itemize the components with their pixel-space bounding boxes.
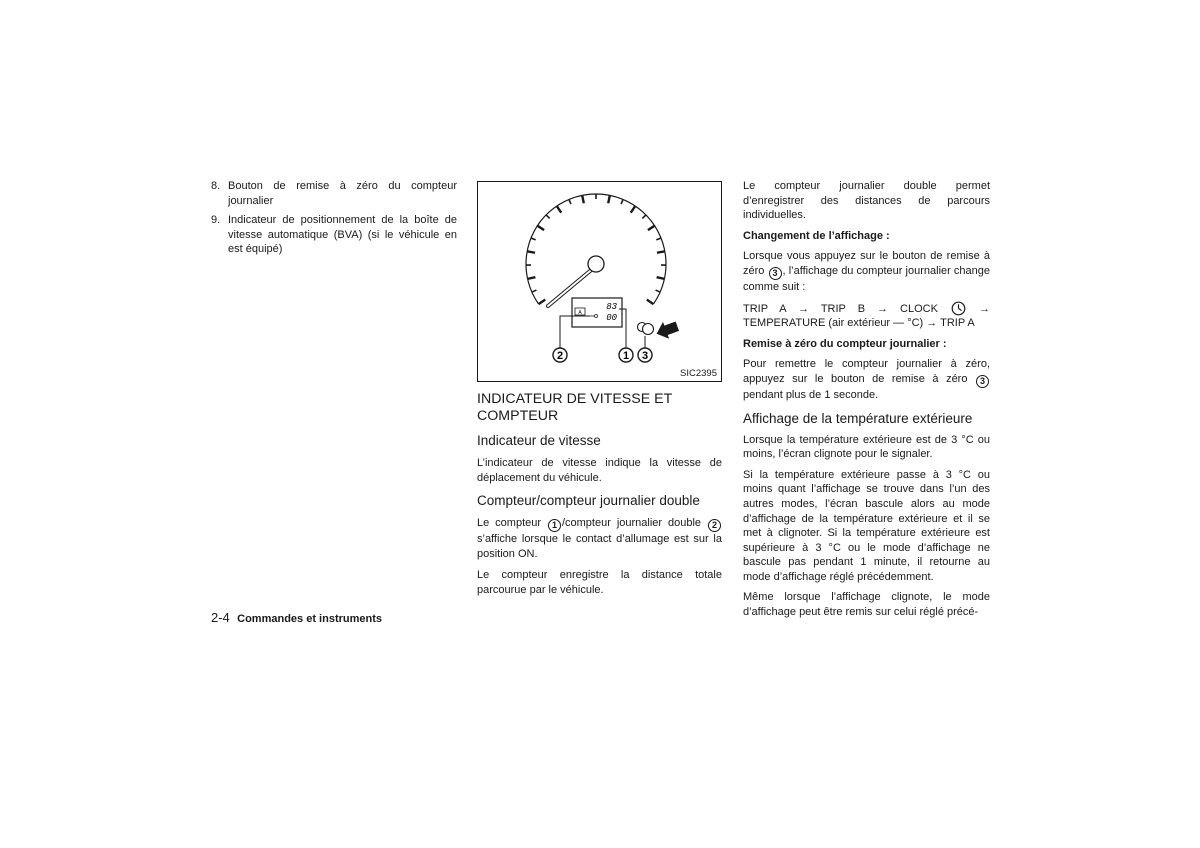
dial-tick [657,277,665,279]
svg-text:3: 3 [641,350,649,362]
odometer-text-2: Le compteur enregistre la distance totale parcourue par le véhicule. [477,569,722,596]
svg-text:1: 1 [622,350,630,362]
page-number: 2-4 [211,610,230,625]
odometer-heading: Compteur/compteur journalier double [477,493,700,509]
right-column [743,179,990,620]
callout-3-inline: 3 [976,375,989,388]
list-item-text: Indicateur de positionnement de la boîte de vitesse automatique (BVA) (si le véhicule en est équipé) [228,214,457,256]
mode-sequence: TRIP A → TRIP B → CLOCK → TEMPERATURE (air extérieur — °C) → TRIP A [743,302,990,330]
dial-tick [539,300,546,305]
dial-tick [642,215,646,219]
lcd-top-value: 83 [606,302,617,312]
dial-tick [657,251,665,252]
arrow-icon [654,318,681,342]
dial-tick [569,199,571,204]
needle-hub [588,256,604,272]
page-footer [211,610,382,627]
callout-1-inline: 1 [548,519,561,532]
middle-column [477,391,722,598]
temperature-text-1: Lorsque la température extérieure est de 3 °C ou moins, l’écran clignote pour le signaler. [743,433,990,461]
dial-tick [531,238,536,240]
change-heading: Changement de l’affichage : [743,229,890,242]
list-item-number: 8. [211,180,221,192]
temperature-text-3: Même lorsque l’affichage clignote, le mode d’affichage peut être remis sur celui réglé précé- [743,591,990,619]
temperature-text-2: Si la température extérieure passe à 3 °C ou moins quant l’affichage se trouve dans l’un des autres modes, l’écran bascule alors au mode d’affichage de la température extérieure et il se met à clignoter. Si la température extérieure est supérieure à 3 °C ou le mode d’affichage ne bascule pas pendant 1 minute, il retourne au mode d’affichage réglé précédemment. [743,468,990,583]
dial-tick [557,206,561,213]
speedometer-text: L’indicateur de vitesse indique la vitesse de déplacement du véhicule. [477,457,722,484]
speedometer-figure [477,181,722,382]
speedometer-dial [526,194,666,304]
odometer-text: Le compteur 1 /compteur journalier double 2 s’affiche lorsque le contact d’allumage est sur la position ON. [477,517,722,560]
dial-tick [647,300,654,305]
svg-text:A: A [578,310,582,316]
clock-icon [951,301,966,316]
section-title: INDICATEUR DE VITESSE ET COMPTEUR [477,391,672,424]
dial-tick [528,277,536,279]
dial-tick [546,215,550,219]
list-item-number: 9. [211,214,221,227]
dial-tick [648,226,655,230]
list-item-text: Bouton de remise à zéro du compteur journalier [228,180,457,207]
callout-3-inline: 3 [769,267,782,280]
lcd-bottom-value: 00 [606,313,617,323]
chapter-title: Commandes et instruments [237,613,383,625]
dial-tick [532,290,537,292]
dial-tick [656,290,661,292]
reset-text: Pour remettre le compteur journalier à zéro, appuyez sur le bouton de remise à zéro 3 pendant plus de 1 seconde. [743,358,990,401]
intro-text: Le compteur journalier double permet d’enregistrer des distances de parcours individuelles. [743,180,990,222]
dial-tick [537,226,544,230]
list-item [211,179,457,208]
dial-tick [608,195,610,203]
dial-tick [621,199,623,204]
dial-tick [527,251,535,252]
dial-tick [631,206,635,213]
dial-tick [656,238,661,240]
dial-tick [582,195,584,203]
change-text: Lorsque vous appuyez sur le bouton de remise à zéro 3 , l’affichage du compteur journalier change comme suit : [743,250,991,293]
speedometer-illustration [478,182,721,381]
left-column [211,179,457,257]
reset-heading: Remise à zéro du compteur journalier : [743,337,947,350]
figure-code: SIC2395 [680,368,717,379]
callout-2-inline: 2 [708,519,721,532]
speedometer-heading: Indicateur de vitesse [477,433,601,448]
svg-text:2: 2 [556,350,564,362]
dial-rim [526,194,666,304]
temperature-heading: Affichage de la température extérieure [743,410,973,426]
list-item [211,213,457,257]
